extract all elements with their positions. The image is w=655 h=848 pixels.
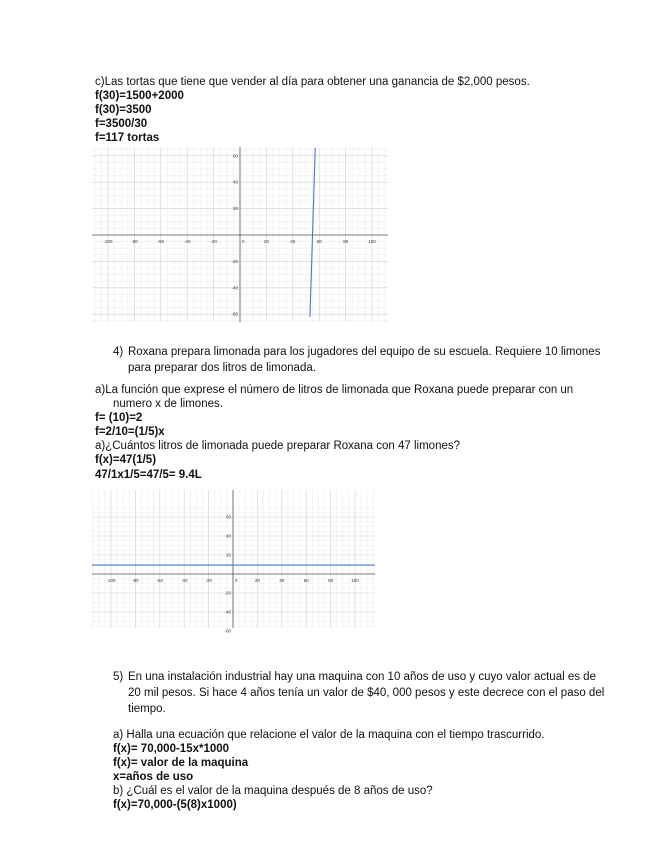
- problem-5-b: b) ¿Cuál es el valor de la maquina después de 8 años de uso?: [113, 785, 433, 797]
- y-tick-label: -20: [224, 590, 231, 596]
- problem-4-f3: f(x)=47(1/5): [95, 454, 157, 466]
- problem-5-f3: x=años de uso: [113, 771, 194, 783]
- problem-4-question: a)¿Cuántos litros de limonada puede preparar Roxana con 47 limones?: [95, 440, 461, 452]
- problem-5-f2: f(x)= valor de la maquina: [113, 757, 249, 769]
- x-tick-label: -20: [210, 239, 217, 244]
- y-tick-label: 60: [225, 514, 231, 520]
- problem-4-a-line-2: numero x de limones.: [113, 398, 223, 410]
- y-tick-label: -40: [231, 285, 238, 291]
- x-tick-label: 80: [343, 239, 349, 244]
- x-tick-label: -60: [157, 239, 165, 244]
- x-tick-label: -80: [132, 578, 139, 583]
- x-tick-label: -60: [156, 578, 164, 583]
- y-tick-label: 20: [232, 206, 238, 212]
- problem-5-f1: f(x)= 70,000-15x*1000: [113, 743, 230, 755]
- problem-5-number: 5): [113, 671, 124, 683]
- section-c-line-2: f(30)=3500: [95, 104, 152, 116]
- graph-1-svg: [92, 147, 388, 322]
- x-tick-label: -100: [106, 578, 116, 583]
- x-tick-label: 60: [316, 239, 322, 244]
- problem-5-a: a) Halla una ecuación que relacione el valor de la maquina con el tiempo trascurrido.: [113, 729, 545, 741]
- problem-4-f2: f=2/10=(1/5)x: [95, 426, 165, 438]
- x-tick-label: 40: [290, 239, 296, 244]
- problem-4-text-1: Roxana prepara limonada para los jugadores del equipo de su escuela. Requiere 10 limones: [128, 346, 601, 358]
- x-tick-label: 100: [368, 239, 376, 244]
- graph-2-svg: [92, 490, 375, 634]
- x-tick-label: 0: [235, 578, 238, 583]
- x-tick-label: 20: [263, 239, 269, 244]
- x-tick-label: -80: [131, 239, 138, 244]
- y-tick-label: 40: [232, 179, 238, 185]
- problem-5-f4: f(x)=70,000-(5(8)x1000): [113, 799, 237, 811]
- section-c-line-3: f=3500/30: [95, 118, 148, 130]
- y-tick-label: 60: [232, 153, 238, 159]
- problem-4-text-2: para preparar dos litros de limonada.: [128, 362, 316, 374]
- x-tick-label: -40: [183, 239, 191, 244]
- x-tick-label: 80: [328, 578, 334, 583]
- problem-4-number: 4): [113, 346, 124, 358]
- y-tick-label: 40: [225, 533, 231, 539]
- problem-4-f1: f= (10)=2: [95, 412, 143, 424]
- graph-1: [92, 147, 388, 322]
- y-tick-label: -60: [224, 628, 231, 634]
- x-tick-label: -100: [103, 239, 113, 244]
- grid: [92, 490, 375, 628]
- x-tick-label: 100: [351, 578, 359, 583]
- x-tick-label: -20: [205, 578, 212, 583]
- section-c-heading: c)Las tortas que tiene que vender al día para obtener una ganancia de $2,000 pesos.: [95, 76, 530, 88]
- problem-5-text-1: En una instalación industrial hay una maquina con 10 años de uso y cuyo valor actual es de: [128, 671, 596, 683]
- problem-4-f4: 47/1x1/5=47/5= 9.4L: [95, 469, 202, 481]
- problem-5-text-3: tiempo.: [128, 703, 166, 715]
- y-tick-label: -40: [224, 609, 231, 615]
- problem-5-text-2: 20 mil pesos. Si hace 4 años tenía un valor de $40, 000 pesos y este decrece con el paso del: [128, 687, 605, 699]
- problem-4-a-line-1: a)La función que exprese el número de litros de limonada que Roxana puede preparar con un: [95, 384, 574, 396]
- x-tick-label: 20: [254, 578, 260, 583]
- x-tick-label: 0: [242, 239, 245, 244]
- section-c-line-4: f=117 tortas: [95, 132, 160, 144]
- section-c-line-1: f(30)=1500+2000: [95, 90, 184, 102]
- y-tick-label: -60: [231, 311, 238, 317]
- x-tick-label: 40: [279, 578, 285, 583]
- y-tick-label: 20: [225, 552, 231, 558]
- graph-2: [92, 490, 375, 634]
- y-tick-label: -20: [231, 258, 238, 264]
- x-tick-label: 60: [303, 578, 309, 583]
- x-tick-label: -40: [180, 578, 188, 583]
